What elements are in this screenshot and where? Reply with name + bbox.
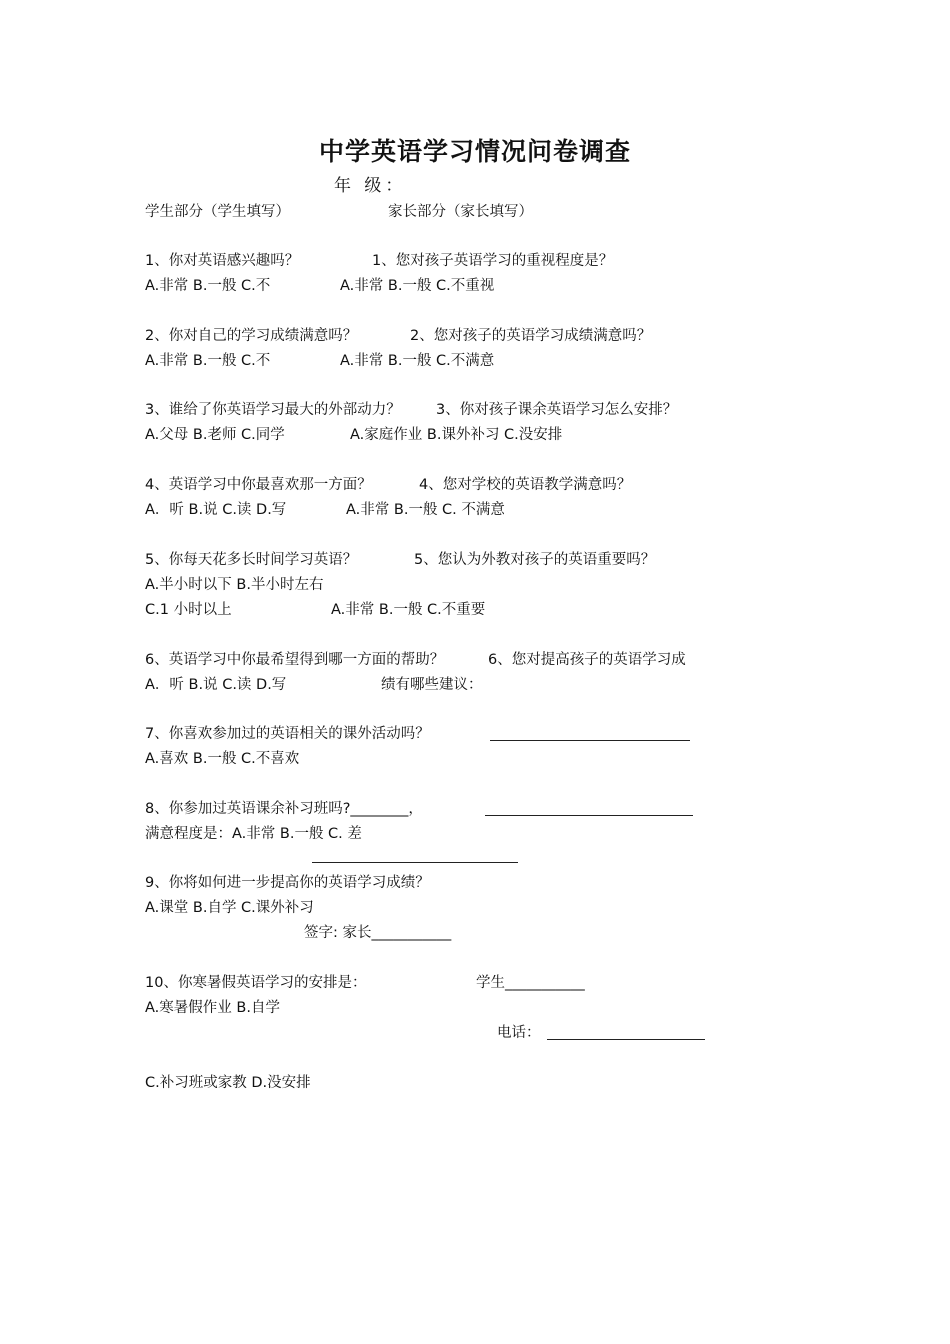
page-title: 中学英语学习情况问卷调查 [318, 137, 631, 166]
student-options-5a: A.半小时以下 B.半小时左右 [145, 577, 324, 593]
parent-question-3: 3、你对孩子课余英语学习怎么安排？ [436, 402, 678, 418]
suggestion-line-3[interactable] [312, 862, 518, 863]
parent-signature: 签字: 家长___________ [304, 925, 452, 941]
parent-question-6-cont: 绩有哪些建议： [381, 677, 483, 693]
student-question-3: 3、谁给了你英语学习最大的外部动力？ [145, 402, 401, 418]
parent-question-1: 1、您对孩子英语学习的重视程度是？ [372, 253, 614, 269]
suggestion-line-2[interactable] [485, 815, 693, 816]
student-options-4: A．听 B.说 C.读 D.写 [145, 502, 287, 518]
student-options-1: A.非常 B.一般 C.不 [145, 278, 271, 294]
grade-label: 年 级： [334, 176, 407, 196]
parent-section-header: 家长部分（家长填写） [388, 204, 533, 220]
student-question-10: 10、你寒暑假英语学习的安排是： [145, 975, 367, 991]
student-question-4: 4、英语学习中你最喜欢那一方面？ [145, 477, 372, 493]
suggestion-line-1[interactable] [490, 740, 690, 741]
student-options-3: A.父母 B.老师 C.同学 [145, 427, 285, 443]
student-question-6: 6、英语学习中你最希望得到哪一方面的帮助？ [145, 652, 445, 668]
student-options-8: 满意程度是：A.非常 B.一般 C. 差 [145, 826, 362, 842]
student-question-5: 5、你每天花多长时间学习英语？ [145, 552, 358, 568]
student-options-7: A.喜欢 B.一般 C.不喜欢 [145, 751, 300, 767]
parent-question-6: 6、您对提高孩子的英语学习成 [488, 652, 686, 668]
student-question-1: 1、你对英语感兴趣吗？ [145, 253, 300, 269]
parent-question-2: 2、您对孩子的英语学习成绩满意吗？ [410, 328, 652, 344]
student-question-9: 9、你将如何进一步提高你的英语学习成绩？ [145, 875, 430, 891]
parent-options-1: A.非常 B.一般 C.不重视 [340, 278, 495, 294]
student-options-9: A.课堂 B.自学 C.课外补习 [145, 900, 314, 916]
student-options-5b: C.1 小时以上 [145, 602, 232, 618]
student-options-10a: A.寒暑假作业 B.自学 [145, 1000, 280, 1016]
phone-label: 电话： [497, 1025, 541, 1041]
student-question-7: 7、你喜欢参加过的英语相关的课外活动吗？ [145, 726, 430, 742]
student-signature: 学生___________ [476, 975, 585, 991]
student-options-2: A.非常 B.一般 C.不 [145, 353, 271, 369]
parent-options-2: A.非常 B.一般 C.不满意 [340, 353, 495, 369]
student-options-6: A．听 B.说 C.读 D.写 [145, 677, 287, 693]
student-question-2: 2、你对自己的学习成绩满意吗？ [145, 328, 358, 344]
parent-options-3: A.家庭作业 B.课外补习 C.没安排 [350, 427, 563, 443]
student-section-header: 学生部分（学生填写） [145, 204, 290, 220]
parent-question-5: 5、您认为外教对孩子的英语重要吗？ [414, 552, 656, 568]
phone-line[interactable] [547, 1039, 705, 1040]
parent-question-4: 4、您对学校的英语教学满意吗？ [419, 477, 632, 493]
student-options-10b: C.补习班或家教 D.没安排 [145, 1075, 311, 1091]
parent-options-4: A.非常 B.一般 C. 不满意 [346, 502, 505, 518]
parent-options-5: A.非常 B.一般 C.不重要 [331, 602, 486, 618]
student-question-8: 8、你参加过英语课余补习班吗?________， [145, 801, 423, 817]
